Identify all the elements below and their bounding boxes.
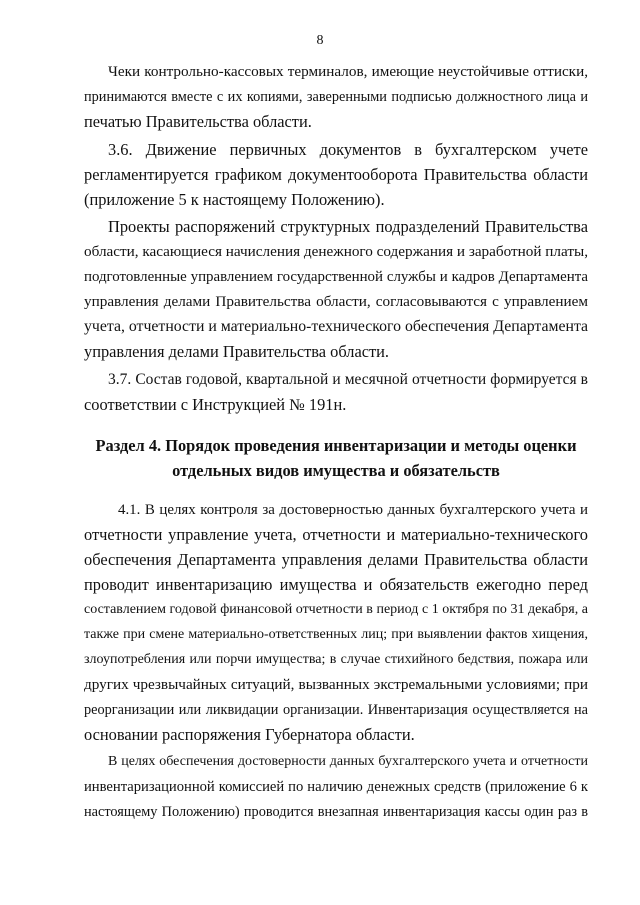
text-line: принимаются вместе с их копиями, заверенными подписью должностного лица и xyxy=(84,89,588,105)
section-heading: Раздел 4. Порядок проведения инвентаризации и методы оценки xyxy=(95,436,577,455)
text-line: злоупотребления или порчи имущества; в случае стихийного бедствия, пожара или xyxy=(84,652,588,667)
text-line: инвентаризационной комиссией по наличию денежных средств (приложение 6 к xyxy=(84,779,588,795)
text-line: печатью Правительства области. xyxy=(84,112,312,131)
text-line: настоящему Положению) проводится внезапная инвентаризация кассы один раз в xyxy=(84,804,588,820)
text-line: управления делами Правительства области. xyxy=(84,342,390,361)
text-line: составлением годовой финансовой отчетности в период с 1 октября по 31 декабря, а xyxy=(84,602,588,617)
text-line: (приложение 5 к настоящему Положению). xyxy=(84,190,385,209)
text-line: 4.1. В целях контроля за достоверностью данных бухгалтерского учета и xyxy=(118,502,588,518)
text-line: Проекты распоряжений структурных подразделений Правительства xyxy=(108,217,588,236)
text-line: В целях обеспечения достоверности данных бухгалтерского учета и отчетности xyxy=(108,754,588,769)
page-number: 8 xyxy=(316,33,324,48)
text-line: проводит инвентаризацию имущества и обязательств ежегодно перед xyxy=(84,575,588,594)
text-line: также при смене материально-ответственных лиц; при выявлении фактов хищения, xyxy=(84,627,588,642)
text-line: основании распоряжения Губернатора области. xyxy=(84,725,415,744)
text-line: соответствии с Инструкцией № 191н. xyxy=(84,395,347,414)
text-line: области, касающиеся начисления денежного содержания и заработной платы, xyxy=(84,243,588,260)
text-line: подготовленные управлением государственной службы и кадров Департамента xyxy=(84,269,588,285)
text-line: реорганизации или ликвидации организации. Инвентаризация осуществляется на xyxy=(84,702,588,718)
text-line: обеспечения Департамента управления делами Правительства области xyxy=(84,550,588,569)
text-line: других чрезвычайных ситуаций, вызванных экстремальными условиями; при xyxy=(84,676,588,693)
text-line: управления делами Правительства области, согласовываются с управлением xyxy=(84,293,588,310)
text-line: учета, отчетности и материально-технического обеспечения Департамента xyxy=(84,318,589,335)
section-heading: отдельных видов имущества и обязательств xyxy=(172,461,500,480)
text-line: регламентируется графиком документооборота Правительства области xyxy=(84,165,588,184)
text-line: 3.7. Состав годовой, квартальной и месячной отчетности формируется в xyxy=(108,371,588,388)
text-line: 3.6. Движение первичных документов в бухгалтерском учете xyxy=(108,140,588,159)
text-line: Чеки контрольно-кассовых терминалов, имеющие неустойчивые оттиски, xyxy=(108,63,588,80)
text-line: отчетности управление учета, отчетности и материально-технического xyxy=(84,525,588,544)
